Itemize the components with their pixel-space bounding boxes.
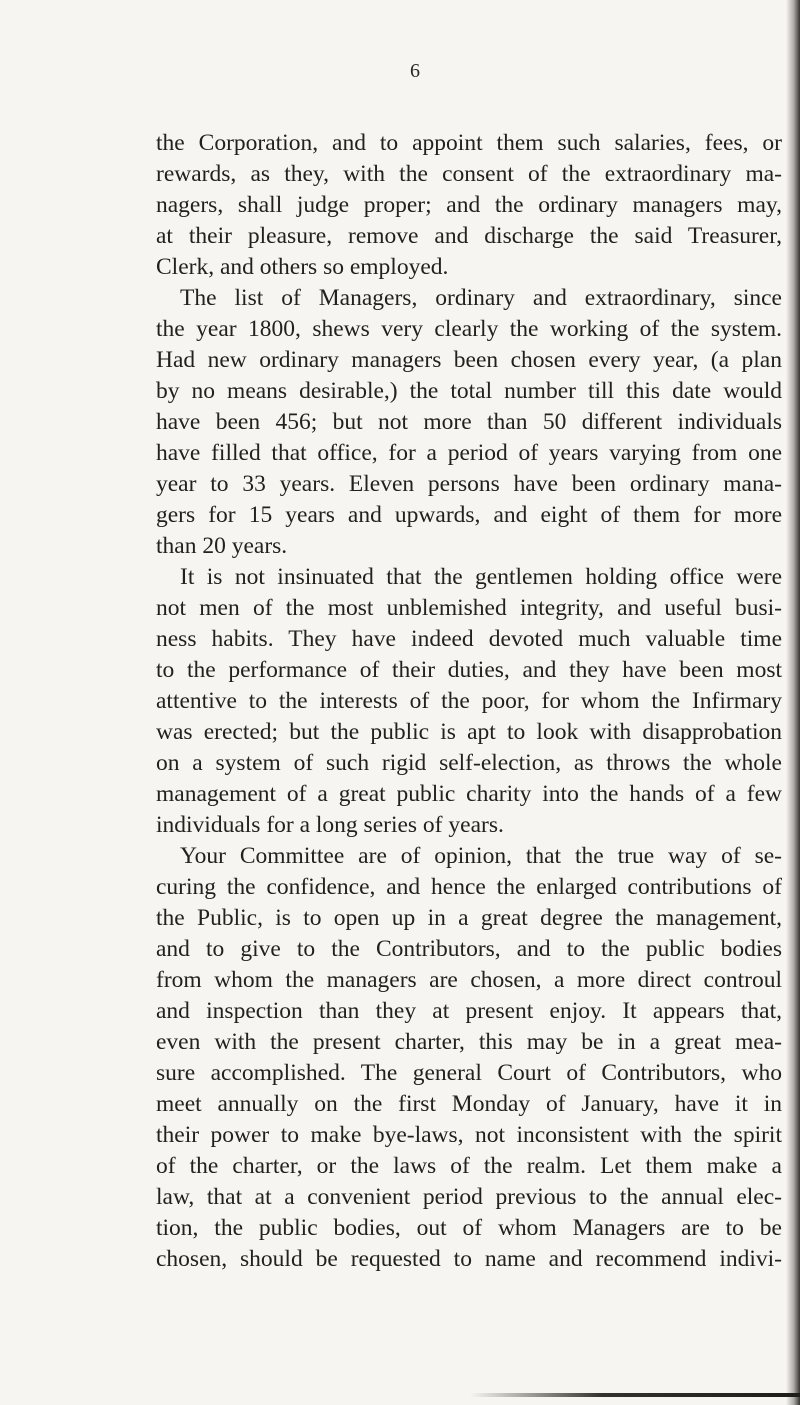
text-line: from whom the managers are chosen, a more direct controul [156, 967, 782, 993]
text-line: the year 1800, shews very clearly the working of the system. [156, 316, 782, 342]
text-line: curing the confidence, and hence the enlarged contributions of [156, 874, 782, 900]
text-line: The list of Managers, ordinary and extraordinary, since [180, 285, 782, 311]
text-line: was erected; but the public is apt to look with disapprobation [156, 719, 782, 745]
text-line: Had new ordinary managers been chosen every year, (a plan [156, 347, 782, 373]
text-line: and inspection than they at present enjoy. It appears that, [156, 998, 782, 1024]
text-line: rewards, as they, with the consent of the extraordinary ma- [156, 161, 782, 187]
text-line: gers for 15 years and upwards, and eight of them for more [156, 502, 782, 528]
text-line: individuals for a long series of years. [156, 812, 504, 838]
text-line: Your Committee are of opinion, that the true way of se- [180, 843, 782, 869]
text-line: attentive to the interests of the poor, for whom the Infirmary [156, 688, 782, 714]
text-line: ness habits. They have indeed devoted much valuable time [156, 626, 782, 652]
text-line: nagers, shall judge proper; and the ordinary managers may, [156, 192, 782, 218]
text-line: not men of the most unblemished integrity, and useful busi- [156, 595, 782, 621]
text-line: tion, the public bodies, out of whom Managers are to be [156, 1215, 782, 1241]
text-line: It is not insinuated that the gentlemen holding office were [180, 564, 782, 590]
text-line: have filled that office, for a period of years varying from one [156, 440, 782, 466]
text-line: even with the present charter, this may be in a great mea- [156, 1029, 782, 1055]
page-bottom-edge [470, 1393, 800, 1397]
text-line: management of a great public charity into the hands of a few [156, 781, 782, 807]
text-line: meet annually on the first Monday of January, have it in [156, 1091, 782, 1117]
text-line: the Public, is to open up in a great degree the management, [156, 905, 782, 931]
text-line: year to 33 years. Eleven persons have been ordinary mana- [156, 471, 782, 497]
text-line: and to give to the Contributors, and to the public bodies [156, 936, 782, 962]
text-line: than 20 years. [156, 533, 288, 559]
body-text [156, 128, 782, 1275]
text-line: Clerk, and others so employed. [156, 254, 449, 280]
page-edge-shadow [786, 0, 800, 1405]
text-line: their power to make bye-laws, not inconsistent with the spirit [156, 1122, 782, 1148]
text-line: have been 456; but not more than 50 different individuals [156, 409, 782, 435]
text-line: to the performance of their duties, and they have been most [156, 657, 782, 683]
text-line: chosen, should be requested to name and recommend indivi- [156, 1246, 782, 1272]
text-line: of the charter, or the laws of the realm. Let them make a [156, 1153, 782, 1179]
text-line: law, that at a convenient period previous to the annual elec- [156, 1184, 782, 1210]
text-line: by no means desirable,) the total number till this date would [156, 378, 782, 404]
page-number: 6 [410, 60, 420, 82]
text-line: on a system of such rigid self-election, as throws the whole [156, 750, 782, 776]
text-line: at their pleasure, remove and discharge the said Treasurer, [156, 223, 782, 249]
text-line: sure accomplished. The general Court of Contributors, who [156, 1060, 782, 1086]
text-line: the Corporation, and to appoint them such salaries, fees, or [156, 130, 782, 156]
